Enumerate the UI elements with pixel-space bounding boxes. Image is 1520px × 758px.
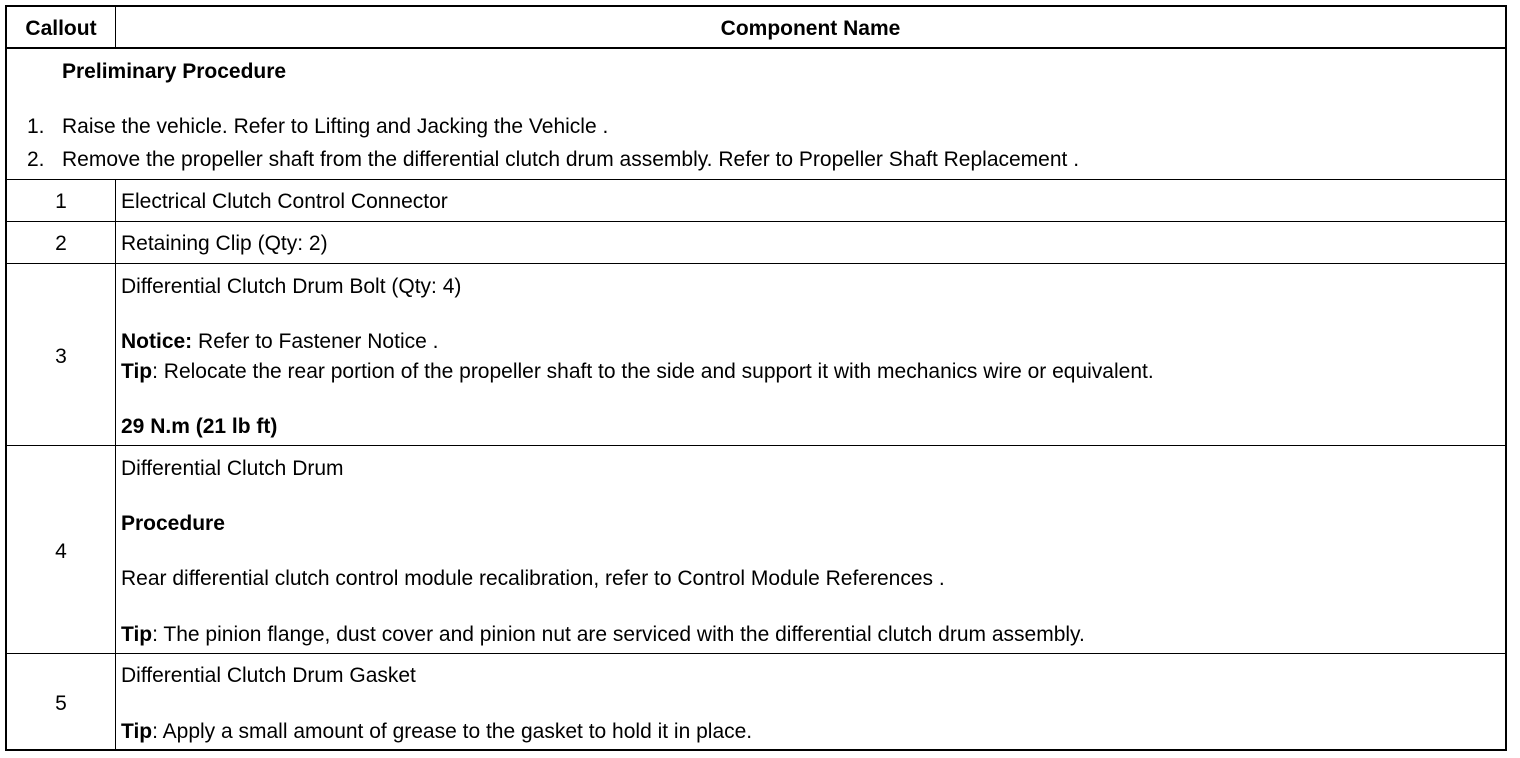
procedure-text: Rear differential clutch control module recalibration, refer to Control Module References . <box>121 567 945 590</box>
tip-label: Tip <box>121 720 153 743</box>
procedure-table <box>5 5 1507 751</box>
row-divider <box>7 653 1505 654</box>
component-name: Differential Clutch Drum Bolt (Qty: 4) <box>121 275 462 298</box>
column-divider <box>115 179 116 751</box>
header-divider <box>7 47 1505 49</box>
tip-line <box>121 361 1154 382</box>
tip-label: Tip <box>121 360 153 383</box>
tip-line <box>121 624 1085 645</box>
tip-text: : The pinion flange, dust cover and pinion nut are serviced with the differential clutch drum assembly. <box>152 623 1085 646</box>
callout-number: 2 <box>55 232 67 255</box>
callout-number: 3 <box>55 345 67 368</box>
callout-number: 4 <box>55 540 67 563</box>
callout-number: 1 <box>55 190 67 213</box>
row-divider <box>7 179 1505 180</box>
component-name-header: Component Name <box>720 17 901 40</box>
notice-line <box>121 331 438 352</box>
callout-number: 5 <box>55 692 67 715</box>
procedure-label: Procedure <box>121 512 225 535</box>
tip-line <box>121 721 752 742</box>
component-name: Electrical Clutch Control Connector <box>121 190 448 213</box>
tip-text: : Relocate the rear portion of the propeller shaft to the side and support it with mechanics wire or equivalent. <box>152 360 1154 383</box>
preliminary-procedure-title: Preliminary Procedure <box>62 60 287 83</box>
component-name: Retaining Clip (Qty: 2) <box>121 232 328 255</box>
notice-label: Notice: <box>121 330 193 353</box>
torque-spec: 29 N.m (21 lb ft) <box>121 415 278 438</box>
component-name: Differential Clutch Drum <box>121 457 344 480</box>
step-number: 2. <box>27 148 45 171</box>
callout-header: Callout <box>25 17 97 40</box>
row-divider <box>7 221 1505 222</box>
step-text: Remove the propeller shaft from the differential clutch drum assembly. Refer to Propeller Shaft Replacement . <box>62 148 1080 171</box>
notice-text: Refer to Fastener Notice . <box>192 330 439 353</box>
tip-text: : Apply a small amount of grease to the gasket to hold it in place. <box>152 720 753 743</box>
tip-label: Tip <box>121 623 153 646</box>
row-divider <box>7 263 1505 264</box>
step-number: 1. <box>27 115 45 138</box>
step-text: Raise the vehicle. Refer to Lifting and Jacking the Vehicle . <box>62 115 609 138</box>
component-name: Differential Clutch Drum Gasket <box>121 664 416 687</box>
row-divider <box>7 445 1505 446</box>
